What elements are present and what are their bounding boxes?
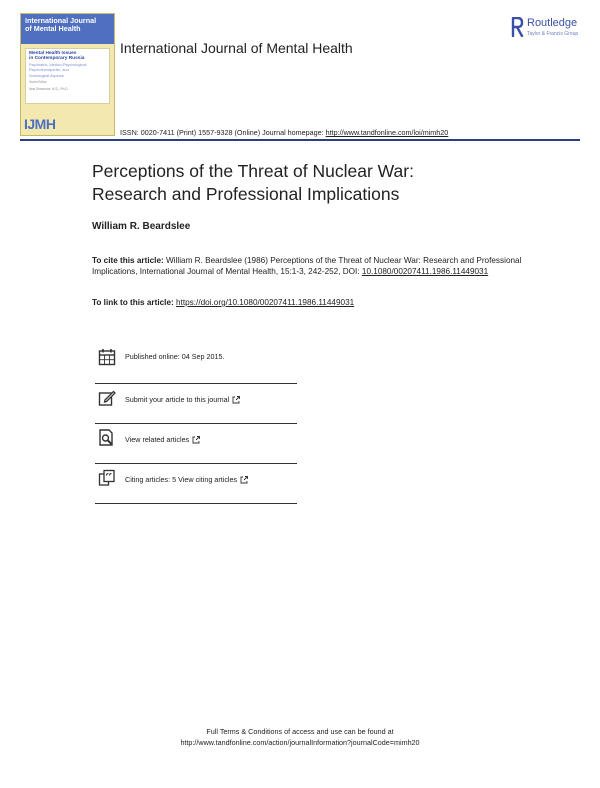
publisher-name: Routledge [527, 17, 578, 29]
cover-journal-logo: IJMH [24, 116, 56, 132]
cover-issue-title-line1: Mental Health Issues [29, 51, 77, 56]
edit-icon [98, 389, 116, 407]
cover-title-band [21, 14, 114, 44]
submit-article-link[interactable] [125, 395, 240, 404]
submit-article-label: Submit your article to this journal [125, 395, 230, 404]
publisher-tagline: Taylor & Francis Group [527, 31, 579, 37]
journal-name: International Journal of Mental Health [120, 40, 353, 56]
cover-issue-text-line1: Psychiatric, Medico-Psychological, [29, 62, 88, 67]
cover-issue-title-line2: in Contemporary Russia [29, 56, 85, 62]
citation-block [92, 255, 552, 277]
published-online-text: Published online: 04 Sep 2015. [125, 352, 225, 361]
footer-terms [0, 726, 600, 748]
related-articles-label: View related articles [125, 435, 190, 444]
journal-homepage-link[interactable]: http://www.tandfonline.com/loi/mimh20 [325, 128, 449, 137]
routledge-logo-icon [511, 17, 524, 37]
article-title-line2: Research and Professional Implications [92, 184, 400, 204]
citing-articles-link[interactable] [125, 475, 248, 484]
header-divider [20, 139, 580, 141]
related-articles-link[interactable] [125, 435, 200, 444]
cover-issue-meta-line1: Guest Editor [29, 80, 47, 85]
citation-text: William R. Beardslee (1986) Perceptions of the Threat of Nuclear War: Research and Professional Implications, International Journal of Mental Health, 15:1-3, 242-252, DOI: [92, 256, 522, 276]
footer-terms-url[interactable]: http://www.tandfonline.com/action/journalInformation?journalCode=mimh20 [180, 738, 420, 747]
article-doi-url-link[interactable]: https://doi.org/10.1080/00207411.1986.11449031 [176, 298, 355, 307]
article-link-label: To link to this article: [92, 298, 177, 307]
related-articles-row[interactable] [95, 424, 297, 464]
cover-issue-text-line2: Psychotherapeutic, and [29, 68, 69, 73]
article-actions [95, 344, 297, 504]
cover-issue-text-line3: Sociological Aspects [29, 73, 64, 78]
article-title-line1: Perceptions of the Threat of Nuclear War: [92, 161, 414, 181]
journal-cover-image [20, 13, 115, 136]
footer-terms-text: Full Terms & Conditions of access and use can be found at [206, 727, 394, 736]
issn-line [120, 128, 448, 137]
external-link-icon [240, 476, 248, 484]
article-title [92, 160, 552, 206]
article-author: William R. Beardslee [92, 221, 191, 232]
citing-icon [98, 469, 116, 487]
external-link-icon [192, 436, 200, 444]
document-search-icon [98, 429, 116, 447]
doi-link[interactable]: 10.1080/00207411.1986.11449031 [361, 267, 489, 276]
published-online-row [95, 344, 297, 384]
issn-text: ISSN: 0020-7411 (Print) 1557-9328 (Online) Journal homepage: [120, 128, 326, 137]
article-link-line [92, 298, 354, 307]
publisher-logo [511, 17, 591, 39]
calendar-icon [98, 348, 116, 366]
cover-journal-title-line2: of Mental Health [25, 24, 81, 33]
cover-issue-block [25, 48, 110, 104]
submit-article-row[interactable] [95, 384, 297, 424]
citation-label: To cite this article: [92, 256, 164, 265]
cover-issue-meta-line2: Irina Simonova, M.D., Ph.D. [29, 87, 69, 92]
external-link-icon [232, 396, 240, 404]
citing-articles-label: Citing articles: 5 View citing articles [125, 475, 238, 484]
citing-articles-row[interactable] [95, 464, 297, 504]
cover-journal-title-line1: International Journal [25, 16, 97, 25]
